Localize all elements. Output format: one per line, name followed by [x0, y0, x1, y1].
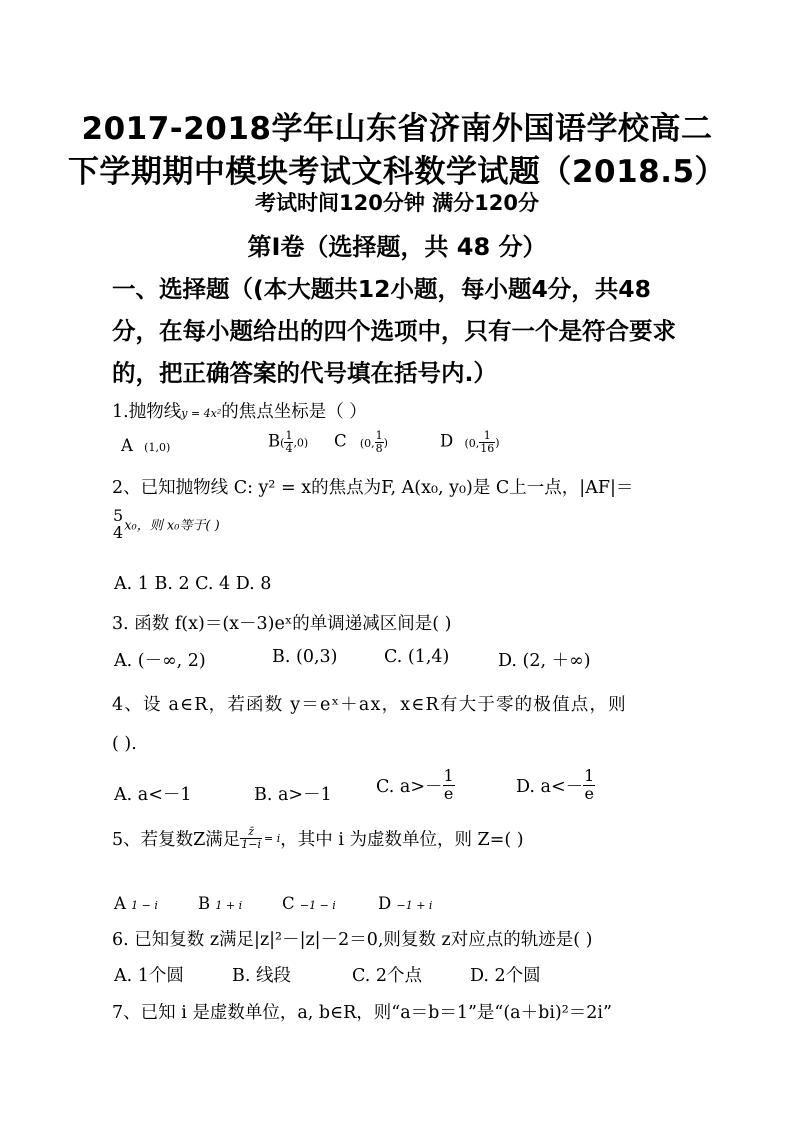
q1-formula: y = 4x²: [181, 407, 222, 420]
question-5-stem: [112, 826, 524, 851]
q4-option-d-fraction: [583, 768, 595, 803]
exam-info: 考试时间120分钟 满分120分: [255, 191, 539, 215]
q4-option-b: B. a>－1: [254, 785, 332, 805]
q5-option-c-label: C: [282, 894, 295, 913]
section1-line-1: 一、选择题（(本大题共12小题，每小题4分，共48: [112, 275, 651, 303]
q1-option-d-numerator: 1: [479, 430, 495, 443]
q5-fraction-numerator: z̄: [240, 826, 262, 839]
q5-equals: = i: [264, 832, 281, 845]
q5-option-b: [198, 894, 242, 913]
q1-option-d-label: D: [440, 431, 454, 451]
q4-option-c-denominator: e: [443, 783, 454, 803]
question-4-line-1: 4、设 a∈R，若函数 y＝eˣ＋ax，x∈R有大于零的极值点，则: [112, 695, 627, 715]
question-6-stem: 6. 已知复数 z满足|z|²－|z|－2＝0,则复数 z对应点的轨迹是( ): [112, 930, 593, 950]
q1-option-d-denominator: 16: [480, 441, 495, 455]
q4-option-d-numerator: 1: [584, 766, 595, 785]
question-2-line-1: 2、已知抛物线 C: y² = x的焦点为F, A(x₀, y₀)是 C上一点，|AF|＝: [112, 478, 634, 498]
q1-option-c-close: ): [383, 436, 388, 450]
q1-option-c: [334, 430, 388, 454]
q5-suffix: ，其中 i 为虚数单位，则 Z=( ): [280, 830, 524, 850]
q1-option-b-open: (: [280, 436, 285, 450]
q5-option-b-label: B: [198, 894, 211, 913]
q1-option-a: [121, 436, 170, 455]
q5-option-c: [282, 894, 336, 913]
q5-prefix: 5、若复数Z满足: [112, 830, 241, 850]
q2-fraction-denominator: 4: [113, 522, 124, 542]
q1-option-b-denominator: 4: [285, 441, 293, 455]
q6-option-c: C. 2个点: [352, 966, 423, 986]
part1-heading: 第Ⅰ卷（选择题，共 48 分）: [247, 233, 547, 261]
question-1-stem: [112, 398, 367, 423]
q6-option-a: A. 1个圆: [114, 966, 184, 986]
title-line-1: 2017-2018学年山东省济南外国语学校高二: [81, 111, 713, 147]
question-3-stem: 3. 函数 f(x)＝(x－3)eˣ的单调递减区间是( ): [112, 614, 452, 634]
q5-fraction: [240, 826, 262, 850]
q1-suffix: 的焦点坐标是（ ）: [221, 402, 367, 422]
q5-option-d-value: −1 + i: [396, 899, 433, 912]
q4-option-c-numerator: 1: [443, 766, 454, 785]
q5-option-a-value: 1 − i: [131, 899, 158, 912]
q1-option-c-label: C: [334, 431, 347, 451]
question-2-options: A. 1 B. 2 C. 4 D. 8: [114, 574, 272, 594]
q5-option-b-value: 1 + i: [215, 899, 243, 912]
section1-line-2: 分，在每小题给出的四个选项中，只有一个是符合要求: [112, 317, 676, 345]
q4-option-c: [376, 768, 455, 803]
q1-option-c-denominator: 8: [375, 441, 383, 455]
section1-line-3: 的，把正确答案的代号填在括号内.）: [112, 359, 497, 387]
q2-fraction-numerator: 5: [113, 506, 124, 525]
q1-option-c-open: (0,: [359, 436, 375, 450]
q3-option-c: C. (1,4): [384, 647, 450, 667]
q2-fraction: [112, 508, 124, 542]
q6-option-d: D. 2个圆: [470, 966, 541, 986]
q1-option-d-fraction: [479, 430, 495, 454]
q4-option-c-text: C. a>－: [376, 776, 443, 797]
q4-option-d-denominator: e: [584, 783, 594, 803]
q5-option-c-value: −1 − i: [299, 899, 336, 912]
title-line-2: 下学期期中模块考试文科数学试题（2018.5）: [67, 154, 727, 190]
q5-option-a-label: A: [114, 894, 126, 913]
q1-option-d: [440, 430, 500, 454]
q4-option-a: A. a<－1: [114, 785, 192, 805]
q1-option-a-value: (1,0): [144, 441, 171, 454]
q5-option-a: [114, 894, 158, 913]
q1-option-b-label: B: [268, 431, 281, 451]
q2-line-2-text: x₀，则 x₀等于( ): [124, 518, 220, 534]
question-2-line-2: [112, 508, 220, 542]
q5-option-d: [378, 894, 432, 913]
q1-option-b: [268, 430, 308, 454]
question-7-stem: 7、已知 i 是虚数单位，a, b∈R，则“a＝b＝1”是“(a＋bi)²＝2i”: [112, 1003, 612, 1023]
q1-option-c-numerator: 1: [375, 429, 383, 442]
q6-option-b: B. 线段: [232, 966, 291, 986]
q1-option-b-close: ,0): [293, 436, 309, 450]
q1-option-d-open: (0,: [464, 436, 480, 450]
q4-option-d-text: D. a<－: [516, 776, 584, 797]
q1-option-b-numerator: 1: [285, 429, 293, 442]
q1-option-d-close: ): [495, 436, 500, 450]
q1-prefix: 1.抛物线: [112, 402, 182, 422]
q4-option-d: [516, 768, 595, 803]
q3-option-b: B. (0,3): [272, 647, 338, 667]
q5-option-d-label: D: [378, 894, 392, 913]
q4-option-c-fraction: [443, 768, 455, 803]
q1-option-c-fraction: [375, 430, 384, 454]
q3-option-d: D. (2, ＋∞): [498, 651, 591, 671]
q5-fraction-denominator: 1−i: [241, 838, 262, 851]
q1-option-a-label: A: [121, 436, 133, 455]
q3-option-a: A. (－∞, 2): [114, 651, 206, 671]
question-4-line-2: ( ).: [112, 734, 137, 754]
